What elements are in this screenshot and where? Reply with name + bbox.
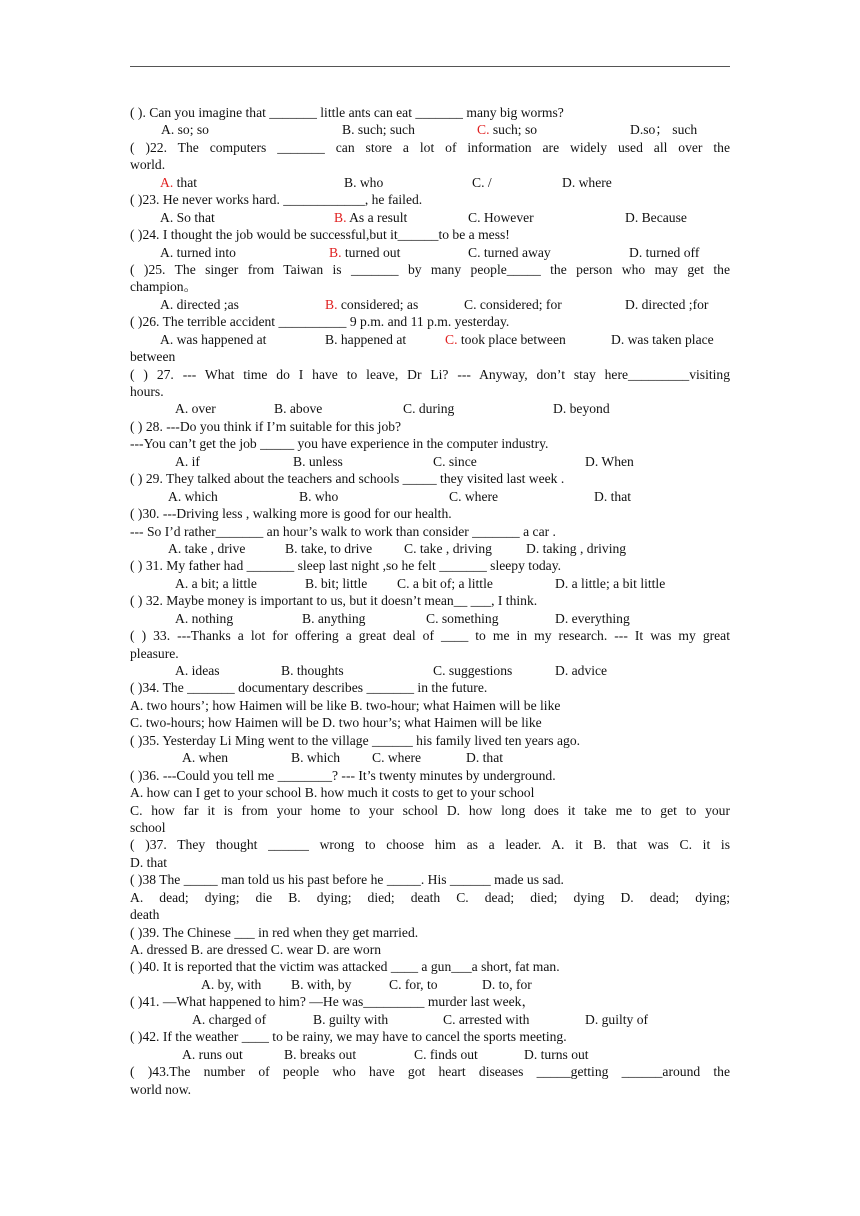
option-d [630, 121, 697, 138]
question-text: C. two-hours; how Haimen will be D. two hour’s; what Haimen will be like [130, 715, 542, 731]
header-rule [130, 66, 730, 67]
option-text: So that [173, 209, 215, 225]
option-text: finds out [426, 1046, 478, 1062]
question-text: A. two hours’; how Haimen will be like B. two-hour; what Haimen will be like [130, 697, 561, 713]
option-letter: A. [168, 540, 182, 556]
option-text: a bit of; a little [409, 575, 493, 591]
option-text: ideas [188, 663, 220, 678]
option-b [325, 331, 406, 348]
option-letter: C. [433, 453, 446, 469]
question-35 [130, 732, 730, 767]
question-21 [130, 104, 730, 139]
option-a [168, 488, 218, 505]
options-row [130, 976, 730, 993]
option-letter: D. [630, 122, 644, 138]
option-letter: D. [611, 331, 625, 347]
option-text: for, to [401, 976, 438, 992]
option-text: was happened at [173, 331, 267, 347]
question-text: ( )39. The Chinese ___ in red when they get married. [130, 924, 419, 940]
option-text: during [415, 401, 455, 417]
option-letter: A. [182, 1046, 196, 1062]
question-30 [130, 505, 730, 557]
option-text: so； such [643, 122, 698, 138]
question-text: ( )26. The terrible accident __________ 9 p.m. and 11 p.m. yesterday. [130, 314, 510, 330]
option-d [553, 400, 610, 417]
options-row [130, 400, 730, 417]
option-d [524, 1046, 589, 1063]
question-text: ( )24. I thought the job would be successful,but it______to be a mess! [130, 227, 510, 243]
option-text: guilty of [598, 1011, 649, 1027]
option-c [472, 174, 492, 191]
option-text: when [195, 750, 229, 766]
options-row [130, 610, 730, 627]
options-row [130, 575, 730, 592]
option-letter: C. [468, 209, 481, 225]
option-letter: A. [182, 750, 196, 766]
option-c [404, 540, 492, 557]
option-a [168, 540, 245, 557]
question-39 [130, 924, 730, 959]
option-letter: C. [445, 331, 458, 347]
option-letter: D. [466, 750, 480, 766]
question-25 [130, 261, 730, 313]
option-letter: A. [160, 331, 174, 347]
options-row [130, 488, 730, 505]
option-letter: A. [192, 1011, 206, 1027]
option-letter: D. [562, 174, 576, 190]
option-b [285, 540, 372, 557]
option-text: where [575, 174, 612, 190]
question-text: ( )37. They thought ______ wrong to choose him as a leader. A. it B. that was C. it is [130, 837, 730, 853]
option-letter: D. [585, 1011, 599, 1027]
option-b [284, 1046, 356, 1063]
option-text: turns out [537, 1046, 589, 1062]
option-text: When [598, 453, 634, 469]
question-38 [130, 871, 730, 923]
option-d [585, 453, 634, 470]
option-a [175, 610, 233, 627]
option-b [325, 296, 418, 313]
option-c [389, 976, 438, 993]
option-letter: D. [629, 244, 643, 260]
question-33 [130, 627, 730, 679]
option-c [468, 244, 551, 261]
option-letter: B. [291, 750, 304, 766]
question-text: death [130, 907, 160, 923]
option-c [372, 749, 421, 766]
option-c [433, 453, 477, 470]
option-letter: D. [625, 296, 639, 312]
question-23 [130, 191, 730, 226]
option-text: directed ;for [638, 296, 709, 312]
option-b [291, 976, 351, 993]
option-c [397, 575, 493, 592]
option-a [175, 453, 200, 470]
question-text: ( )42. If the weather ____ to be rainy, we may have to cancel the sports meeting. [130, 1029, 567, 1045]
question-text: C. how far it is from your home to your school D. how long does it take me to get to your [130, 802, 730, 818]
option-letter: B. [313, 1011, 326, 1027]
option-c [477, 121, 537, 138]
option-letter: C. [477, 122, 490, 138]
option-text: charged of [205, 1011, 267, 1027]
option-text: take , driving [416, 540, 492, 556]
option-a [175, 400, 216, 417]
question-text: world. [130, 157, 166, 173]
option-b [342, 121, 415, 138]
option-letter: A. [160, 244, 174, 260]
option-d [526, 540, 626, 557]
option-letter: B. [302, 610, 315, 626]
option-letter: A. [175, 663, 189, 678]
option-letter: B. [291, 976, 304, 992]
question-text: A. dead; dying; die B. dying; died; death C. dead; died; dying D. dead; dying; [130, 889, 730, 905]
option-text: to, for [495, 976, 532, 992]
option-letter: A. [160, 296, 174, 312]
question-24 [130, 226, 730, 261]
option-text: that [607, 488, 632, 504]
options-row [130, 296, 730, 313]
option-c [468, 209, 534, 226]
question-text: ( ) 27. --- What time do I have to leave, Dr Li? --- Anyway, don’t stay here_________visiting [130, 366, 730, 382]
option-text: taking , driving [539, 540, 627, 556]
option-text: breaks out [296, 1046, 357, 1062]
question-42 [130, 1028, 730, 1063]
option-text: that [173, 174, 198, 190]
question-text: ( ) 32. Maybe money is important to us, but it doesn’t mean__ ___, I think. [130, 593, 538, 609]
option-text: beyond [566, 401, 610, 417]
question-text: hours. [130, 384, 164, 399]
option-a [182, 749, 228, 766]
option-b [291, 749, 340, 766]
question-text: ---You can’t get the job _____ you have experience in the computer industry. [130, 436, 549, 452]
option-letter: B. [299, 488, 312, 504]
question-28 [130, 418, 730, 470]
question-text: ( ) 31. My father had _______ sleep last night ,so he felt _______ sleepy today. [130, 558, 562, 574]
option-letter: A. [160, 209, 174, 225]
option-d [625, 296, 708, 313]
option-c [464, 296, 562, 313]
option-text: runs out [195, 1046, 243, 1062]
option-b [281, 662, 344, 679]
option-d [555, 662, 607, 679]
options-row [130, 453, 730, 470]
option-text: took place between [457, 331, 566, 347]
option-letter: B. [342, 122, 355, 138]
option-text: who [356, 174, 384, 190]
option-text: such; so [489, 122, 538, 138]
option-a [160, 296, 239, 313]
option-text: above [286, 401, 323, 417]
option-text: take , drive [181, 540, 246, 556]
option-a [175, 575, 257, 592]
option-text: anything [314, 610, 366, 626]
options-row [130, 662, 730, 679]
question-text: ( ) 29. They talked about the teachers and schools _____ they visited last week . [130, 471, 565, 487]
option-letter: B. [274, 401, 287, 417]
option-text: everything [568, 610, 630, 626]
question-34 [130, 679, 730, 731]
option-text: which [181, 488, 218, 504]
option-b [329, 244, 400, 261]
question-27 [130, 366, 730, 418]
question-text: ( )38 The _____ man told us his past before he _____. His ______ made us sad. [130, 872, 564, 888]
question-text: ( )43.The number of people who have got heart diseases _____getting ______around the [130, 1064, 730, 1080]
option-b [274, 400, 322, 417]
option-letter: B. [293, 453, 306, 469]
option-text: a little; a bit little [568, 575, 666, 591]
option-text: turned out [341, 244, 401, 260]
option-letter: D. [625, 209, 639, 225]
option-c [433, 662, 512, 679]
question-22 [130, 139, 730, 191]
option-letter: C. [464, 296, 477, 312]
option-letter: C. [389, 976, 402, 992]
question-37 [130, 836, 730, 871]
option-letter: A. [160, 174, 174, 190]
question-36 [130, 767, 730, 837]
options-row [130, 244, 730, 261]
option-a [160, 209, 215, 226]
option-d [594, 488, 631, 505]
option-a [160, 331, 266, 348]
question-text: ( ) 28. ---Do you think if I’m suitable for this job? [130, 418, 402, 434]
options-row [130, 540, 730, 557]
option-letter: D. [526, 540, 540, 556]
option-letter: D. [555, 610, 569, 626]
option-letter: B. [305, 575, 318, 591]
question-text: ( )40. It is reported that the victim was attacked ____ a gun___a short, fat man. [130, 959, 560, 975]
option-letter: B. [325, 296, 338, 312]
option-c [443, 1011, 529, 1028]
option-text: guilty with [325, 1011, 389, 1027]
option-text: since [445, 453, 477, 469]
question-text: champion。 [130, 279, 198, 295]
option-text: something [438, 610, 499, 626]
option-b [344, 174, 383, 191]
option-b [305, 575, 367, 592]
option-letter: B. [325, 331, 338, 347]
option-text: However [480, 209, 534, 225]
option-d [611, 331, 714, 348]
option-text: with, by [303, 976, 352, 992]
option-b [299, 488, 338, 505]
option-letter: A. [175, 453, 189, 469]
option-d [562, 174, 612, 191]
option-text: such; such [354, 122, 415, 138]
option-b [302, 610, 365, 627]
option-letter: A. [161, 122, 175, 138]
option-text: unless [305, 453, 343, 469]
option-letter: D. [524, 1046, 538, 1062]
option-letter: C. [397, 575, 410, 591]
option-letter: C. [404, 540, 417, 556]
option-text: As a result [346, 209, 408, 225]
option-b [293, 453, 343, 470]
option-text: a bit; a little [188, 575, 257, 591]
option-a [192, 1011, 266, 1028]
option-a [160, 244, 236, 261]
option-c [414, 1046, 478, 1063]
question-text: ( )23. He never works hard. ____________, he failed. [130, 192, 423, 208]
option-letter: A. [168, 488, 182, 504]
question-31 [130, 557, 730, 592]
question-26 [130, 313, 730, 365]
option-letter: C. [443, 1011, 456, 1027]
option-text: suggestions [445, 663, 513, 678]
option-d [585, 1011, 648, 1028]
option-letter: C. [449, 488, 462, 504]
option-letter: D. [555, 663, 569, 678]
option-text: that [479, 750, 504, 766]
question-text: ( ) 33. ---Thanks a lot for offering a great deal of ____ to me in my research. --- It was my great [130, 628, 730, 644]
option-a [201, 976, 261, 993]
option-d [466, 749, 503, 766]
option-letter: C. [414, 1046, 427, 1062]
option-a [161, 121, 209, 138]
option-letter: B. [334, 209, 347, 225]
option-letter: D. [594, 488, 608, 504]
option-letter: C. [426, 610, 439, 626]
option-text: turned into [173, 244, 236, 260]
option-d [555, 610, 630, 627]
question-text: A. how can I get to your school B. how much it costs to get to your school [130, 785, 535, 801]
option-letter: D. [553, 401, 567, 417]
option-text: take, to drive [297, 540, 373, 556]
option-letter: A. [175, 401, 189, 417]
option-letter: B. [344, 174, 357, 190]
option-c [449, 488, 498, 505]
option-text: who [311, 488, 339, 504]
option-letter: D. [585, 453, 599, 469]
option-a [182, 1046, 243, 1063]
options-row [130, 121, 730, 138]
question-29 [130, 470, 730, 505]
option-a [175, 662, 220, 679]
options-row [130, 749, 730, 766]
option-text: which [303, 750, 341, 766]
option-letter: B. [284, 1046, 297, 1062]
option-text: was taken place [624, 331, 714, 347]
option-letter: A. [175, 575, 189, 591]
question-32 [130, 592, 730, 627]
option-text: turned off [642, 244, 700, 260]
option-text: turned away [480, 244, 551, 260]
option-b [313, 1011, 388, 1028]
option-letter: B. [281, 663, 294, 678]
option-letter: C. [472, 174, 485, 190]
question-text: ( )41. —What happened to him? —He was_________ murder last week， [130, 994, 536, 1010]
option-text: over [188, 401, 216, 417]
options-row [130, 331, 730, 348]
question-list [130, 104, 730, 1098]
option-text: considered; for [476, 296, 562, 312]
question-40 [130, 958, 730, 993]
option-c [445, 331, 566, 348]
option-text: thoughts [293, 663, 344, 678]
option-letter: B. [285, 540, 298, 556]
question-text: ( )34. The _______ documentary describes _______ in the future. [130, 680, 488, 696]
options-row [130, 1046, 730, 1063]
option-text: nothing [188, 610, 234, 626]
option-letter: C. [468, 244, 481, 260]
option-c [403, 400, 454, 417]
option-d [482, 976, 532, 993]
option-d [625, 209, 687, 226]
question-text: ( )35. Yesterday Li Ming went to the village ______ his family lived ten years ago. [130, 732, 581, 748]
option-text: happened at [337, 331, 407, 347]
question-text: A. dressed B. are dressed C. wear D. are worn [130, 942, 382, 957]
option-text: where [461, 488, 499, 504]
question-text: world now. [130, 1081, 192, 1097]
option-b [334, 209, 407, 226]
question-text: ( ). Can you imagine that _______ little ants can eat _______ many big worms? [130, 105, 564, 120]
question-text: ( )22. The computers _______ can store a lot of information are widely used all over the [130, 139, 730, 155]
question-text: ( )36. ---Could you tell me ________? --- It’s twenty minutes by underground. [130, 767, 556, 783]
question-text: school [130, 819, 166, 835]
option-text: arrested with [455, 1011, 530, 1027]
options-row [130, 174, 730, 191]
question-text: ( )25. The singer from Taiwan is _______ by many people_____ the person who may get the [130, 261, 730, 277]
option-text: directed ;as [173, 296, 239, 312]
question-41 [130, 993, 730, 1028]
option-text: where [384, 750, 422, 766]
question-text: pleasure. [130, 645, 179, 661]
option-text: if [188, 453, 200, 469]
option-text: bit; little [317, 575, 368, 591]
question-43 [130, 1063, 730, 1098]
option-text: / [484, 174, 492, 190]
option-text: Because [638, 209, 687, 225]
question-text: between [130, 349, 176, 365]
option-d [629, 244, 699, 261]
option-letter: D. [482, 976, 496, 992]
question-text: --- So I’d rather_______ an hour’s walk to work than consider _______ a car . [130, 523, 556, 539]
question-text: D. that [130, 854, 167, 870]
option-letter: D. [555, 575, 569, 591]
option-text: considered; as [337, 296, 419, 312]
option-letter: B. [329, 244, 342, 260]
option-letter: A. [175, 610, 189, 626]
option-letter: A. [201, 976, 215, 992]
option-letter: C. [372, 750, 385, 766]
question-text: ( )30. ---Driving less , walking more is good for our health. [130, 506, 452, 522]
option-text: advice [568, 663, 608, 678]
option-a [160, 174, 197, 191]
option-c [426, 610, 499, 627]
option-letter: C. [433, 663, 446, 678]
option-d [555, 575, 665, 592]
option-letter: C. [403, 401, 416, 417]
option-text: by, with [214, 976, 262, 992]
option-text: so; so [174, 122, 209, 138]
options-row [130, 1011, 730, 1028]
options-row [130, 209, 730, 226]
